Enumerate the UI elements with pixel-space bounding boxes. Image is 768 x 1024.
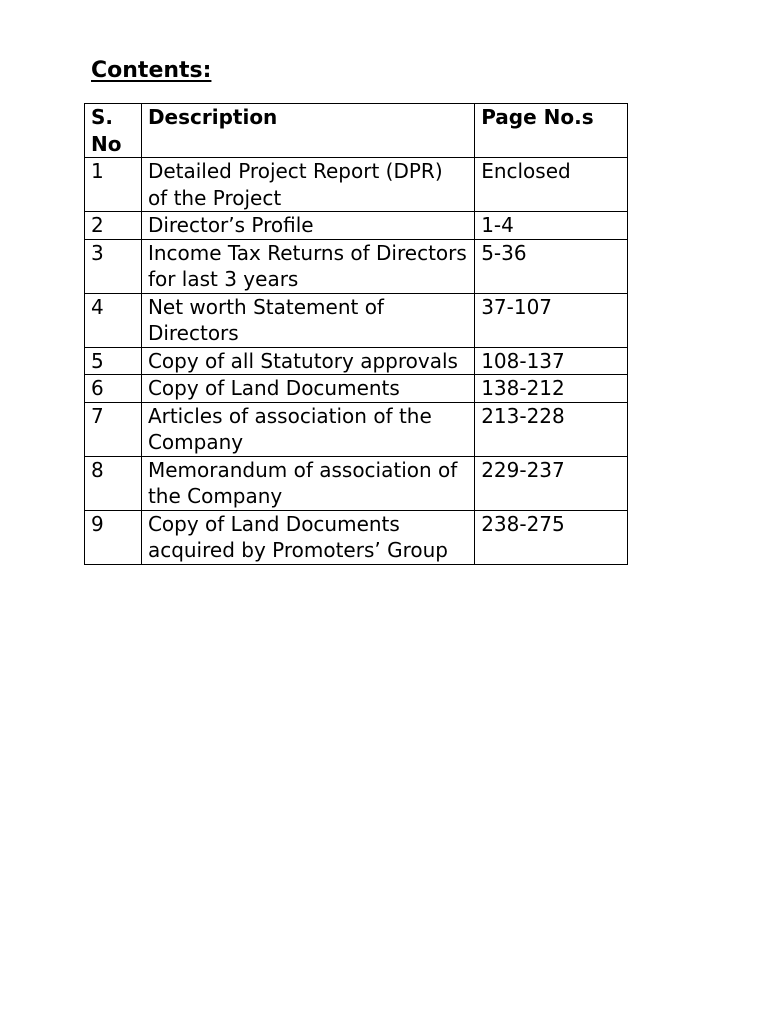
header-description: Description — [141, 104, 474, 158]
table-row — [85, 293, 628, 347]
row-sno: 5 — [85, 347, 142, 375]
row-pages: Enclosed — [475, 158, 628, 212]
row-sno: 7 — [85, 402, 142, 456]
table-row — [85, 347, 628, 375]
table-header-row — [85, 104, 628, 158]
row-sno: 6 — [85, 375, 142, 403]
table-row — [85, 456, 628, 510]
row-sno: 8 — [85, 456, 142, 510]
row-description: Copy of all Statutory approvals — [141, 347, 474, 375]
row-pages: 37-107 — [475, 293, 628, 347]
row-description: Director’s Profile — [141, 212, 474, 240]
header-pages: Page No.s — [475, 104, 628, 158]
table-row — [85, 239, 628, 293]
row-sno: 1 — [85, 158, 142, 212]
header-sno: S. No — [85, 104, 142, 158]
row-sno: 4 — [85, 293, 142, 347]
row-description: Copy of Land Documents — [141, 375, 474, 403]
contents-table — [84, 103, 628, 565]
row-pages: 108-137 — [475, 347, 628, 375]
row-description: Memorandum of association of the Company — [141, 456, 474, 510]
contents-heading: Contents: — [91, 58, 212, 83]
row-pages: 238-275 — [475, 510, 628, 564]
row-sno: 2 — [85, 212, 142, 240]
row-pages: 229-237 — [475, 456, 628, 510]
table-row — [85, 510, 628, 564]
table-row — [85, 375, 628, 403]
row-description: Copy of Land Documents acquired by Promoters’ Group — [141, 510, 474, 564]
row-pages: 213-228 — [475, 402, 628, 456]
row-sno: 9 — [85, 510, 142, 564]
row-description: Articles of association of the Company — [141, 402, 474, 456]
row-description: Net worth Statement of Directors — [141, 293, 474, 347]
row-description: Income Tax Returns of Directors for last 3 years — [141, 239, 474, 293]
table-row — [85, 158, 628, 212]
row-pages: 5-36 — [475, 239, 628, 293]
row-description: Detailed Project Report (DPR) of the Project — [141, 158, 474, 212]
row-pages: 1-4 — [475, 212, 628, 240]
row-pages: 138-212 — [475, 375, 628, 403]
table-row — [85, 212, 628, 240]
row-sno: 3 — [85, 239, 142, 293]
table-row — [85, 402, 628, 456]
